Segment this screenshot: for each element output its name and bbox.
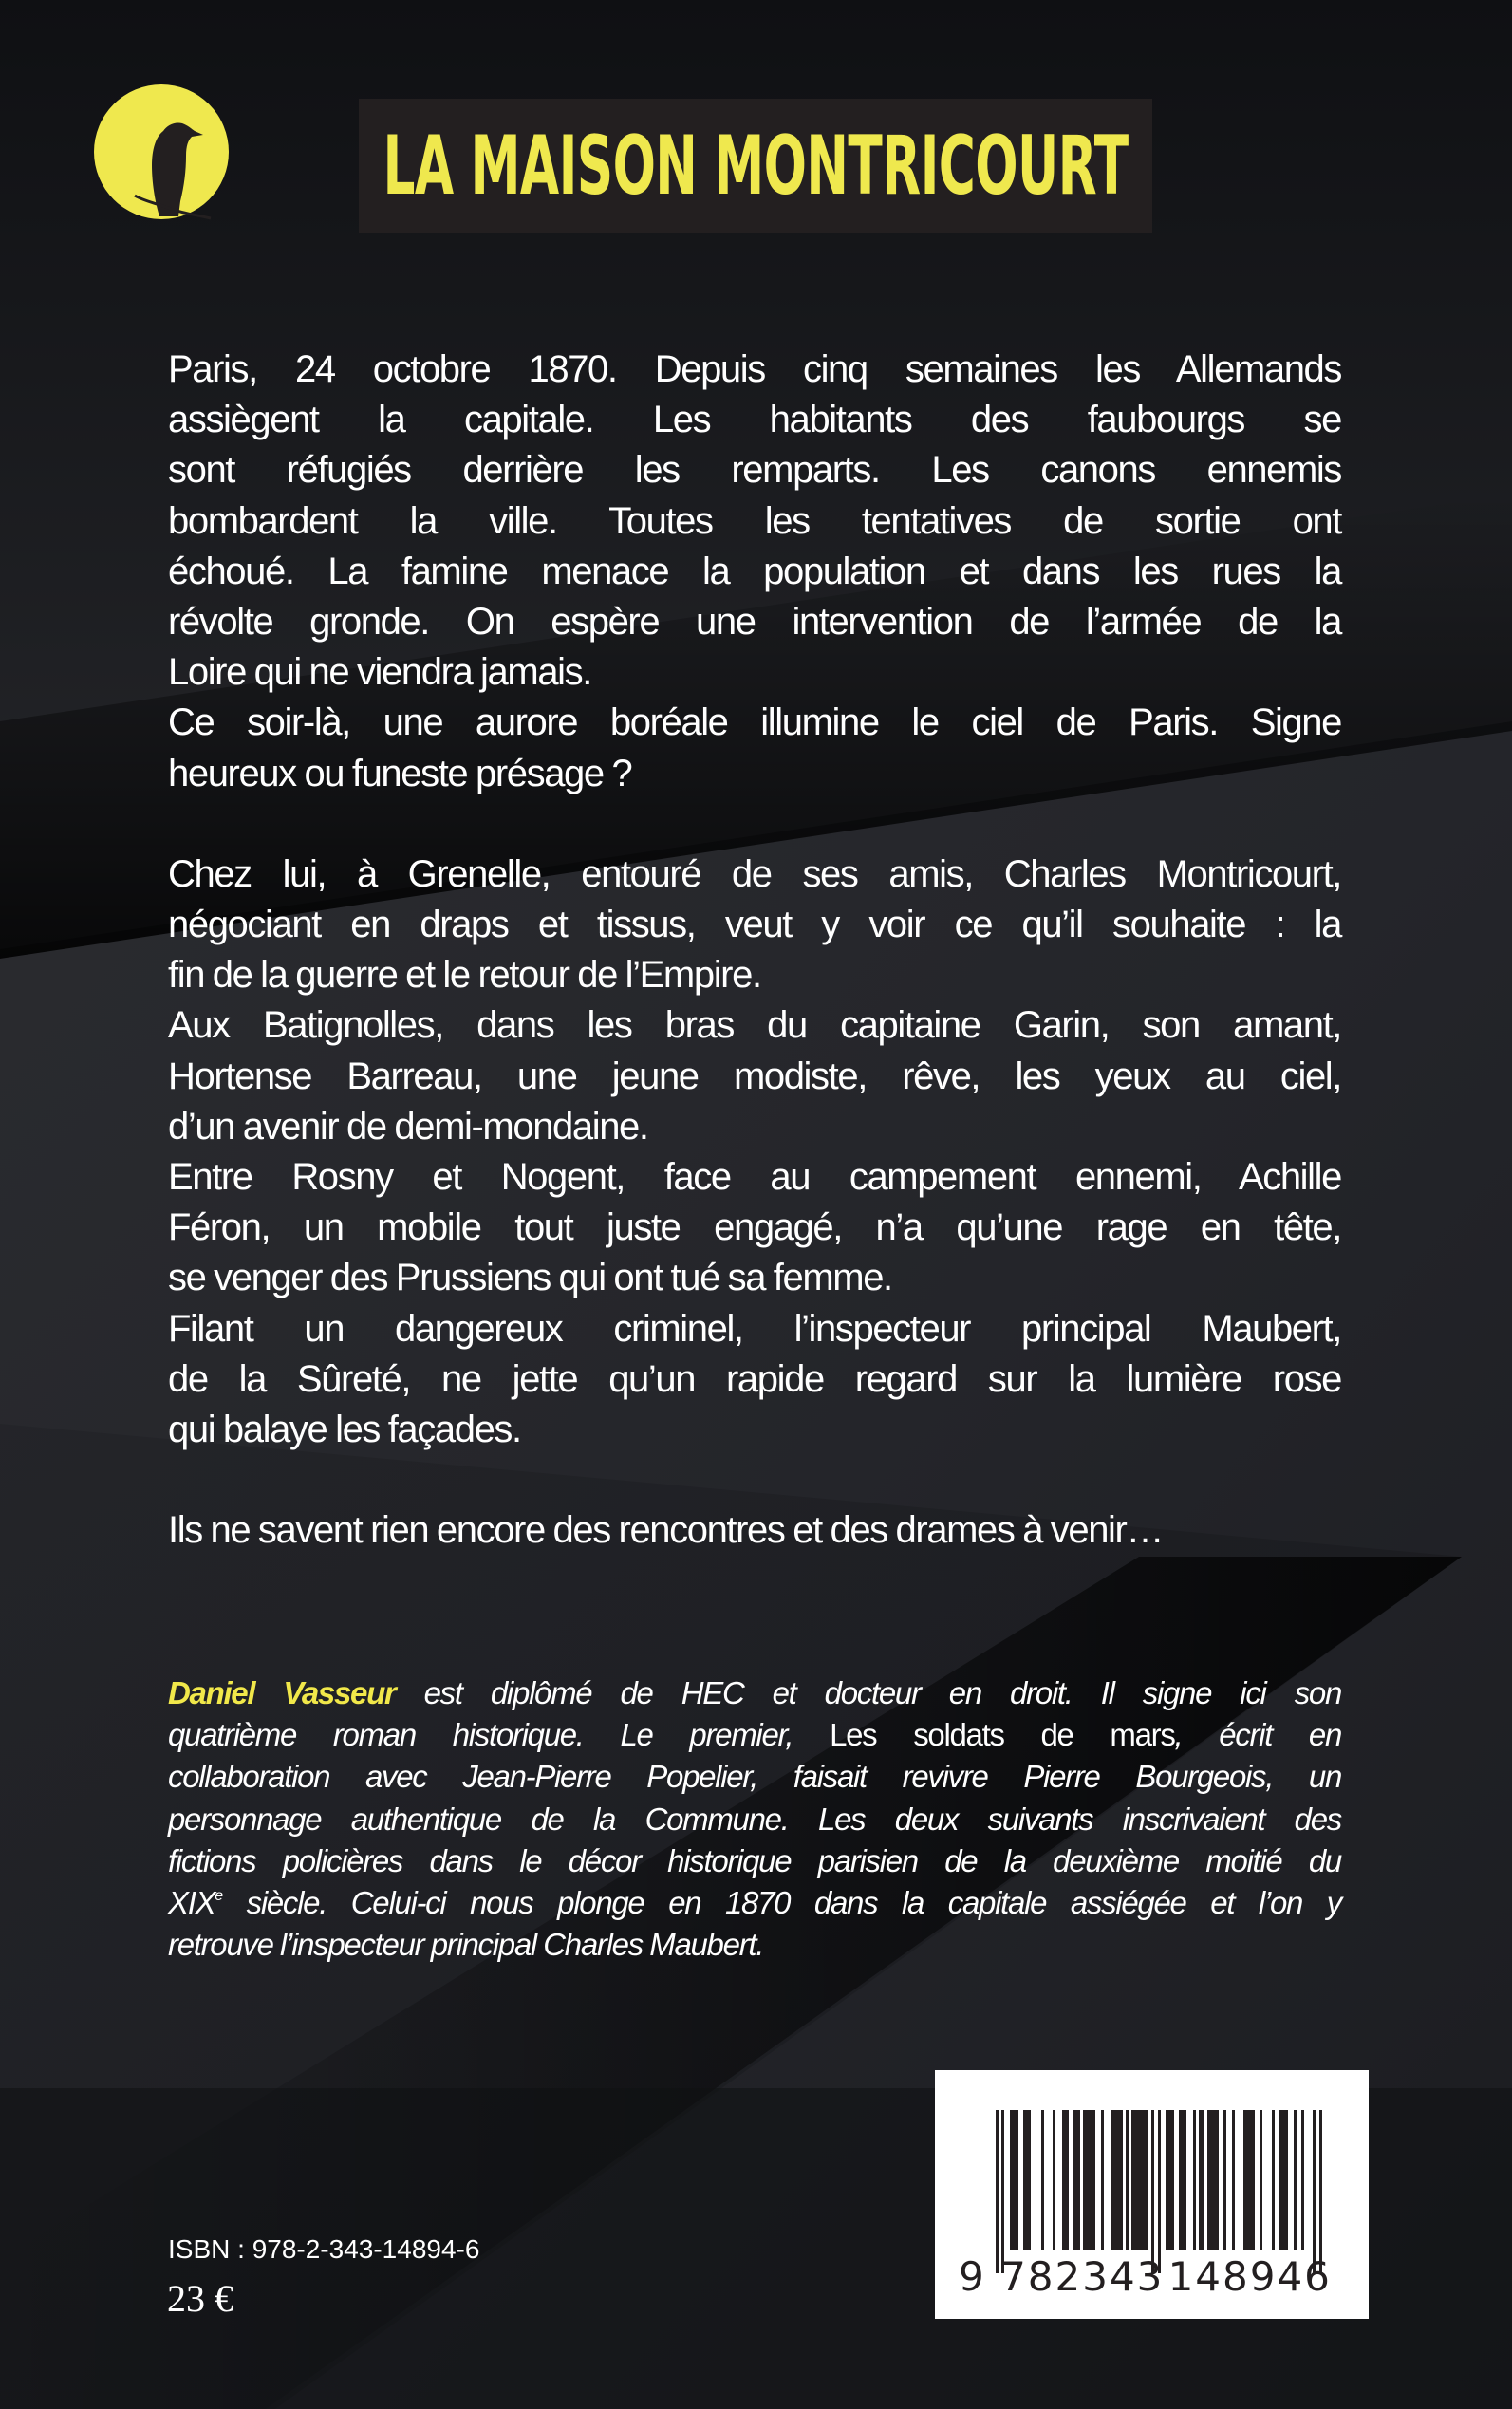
barcode-number: 9 782343 148946 [959,2253,1332,2300]
blurb-line: de la Sûreté, ne jette qu’un rapide regard sur la lumière rose [168,1357,1341,1400]
blurb-line: qui balaye les façades. [168,1409,521,1451]
title-banner [359,99,1152,233]
price-label: 23 € [167,2277,233,2320]
bio-line: personnage authentique de la Commune. Les deux suivants inscrivaient des [168,1801,1341,1837]
author-bio [168,1672,1341,1966]
bio-line: XIXe siècle. Celui-ci nous plonge en 1870 dans la capitale assiégée et l’on y [168,1885,1341,1921]
isbn-label: ISBN : 978-2-343-14894-6 [168,2234,480,2264]
bio-line: retrouve l’inspecteur principal Charles Maubert. [168,1927,764,1963]
blurb-line: fin de la guerre et le retour de l’Empire. [168,954,761,997]
blurb-line: bombardent la ville. Toutes les tentatives de sortie ont [168,499,1341,542]
author-name: Daniel Vasseur [168,1675,396,1710]
blurb-line: négociant en draps et tissus, veut y voir ce qu’il souhaite : la [168,904,1341,946]
blurb-line: Filant un dangereux criminel, l’inspecteur principal Maubert, [168,1307,1341,1350]
blurb-line: Aux Batignolles, dans les bras du capitaine Garin, son amant, [168,1004,1341,1047]
blurb-closing [168,1505,1341,1556]
blurb-line: d’un avenir de demi-mondaine. [168,1105,648,1148]
blurb-line: révolte gronde. On espère une intervention de l’armée de la [168,601,1341,644]
publisher-logo [93,84,230,220]
blurb-line: Loire qui ne viendra jamais. [168,651,591,694]
book-title: LA MAISON MONTRICOURT [383,118,1129,214]
blurb-line: assiègent la capitale. Les habitants des faubourgs se [168,399,1341,441]
blurb-line: Chez lui, à Grenelle, entouré de ses amis, Charles Montricourt, [168,852,1341,895]
bio-line: quatrième roman historique. Le premier, Les soldats de mars, écrit en [168,1717,1341,1753]
blurb-paragraph-2 [168,850,1341,1455]
blurb-closing-line: Ils ne savent rien encore des rencontres et des drames à venir… [168,1509,1164,1552]
blurb-line: Entre Rosny et Nogent, face au campement ennemi, Achille [168,1156,1341,1199]
blurb-line: sont réfugiés derrière les remparts. Les canons ennemis [168,449,1341,492]
crow-on-moon-icon [93,84,230,220]
bio-line: fictions policières dans le décor historique parisien de la deuxième moitié du [168,1842,1341,1878]
blurb-line: échoué. La famine menace la population et dans les rues la [168,550,1341,592]
book-reference: Les soldats de mars [830,1717,1175,1753]
blurb-line: heureux ou funeste présage ? [168,752,632,794]
blurb-paragraph-1 [168,345,1341,799]
isbn-barcode [935,2070,1369,2319]
bio-line: collaboration avec Jean-Pierre Popelier, faisait revivre Pierre Bourgeois, un [168,1759,1341,1795]
blurb-line: Féron, un mobile tout juste engagé, n’a qu’une rage en tête, [168,1206,1341,1249]
blurb-line: Ce soir-là, une aurore boréale illumine le ciel de Paris. Signe [168,701,1341,744]
blurb-line: se venger des Prussiens qui ont tué sa femme. [168,1257,892,1299]
blurb-line: Hortense Barreau, une jeune modiste, rêve, les yeux au ciel, [168,1055,1341,1097]
back-cover-blurb [168,345,1341,1556]
bio-line: Daniel Vasseur est diplômé de HEC et docteur en droit. Il signe ici son [168,1675,1341,1710]
blurb-line: Paris, 24 octobre 1870. Depuis cinq semaines les Allemands [168,348,1341,390]
